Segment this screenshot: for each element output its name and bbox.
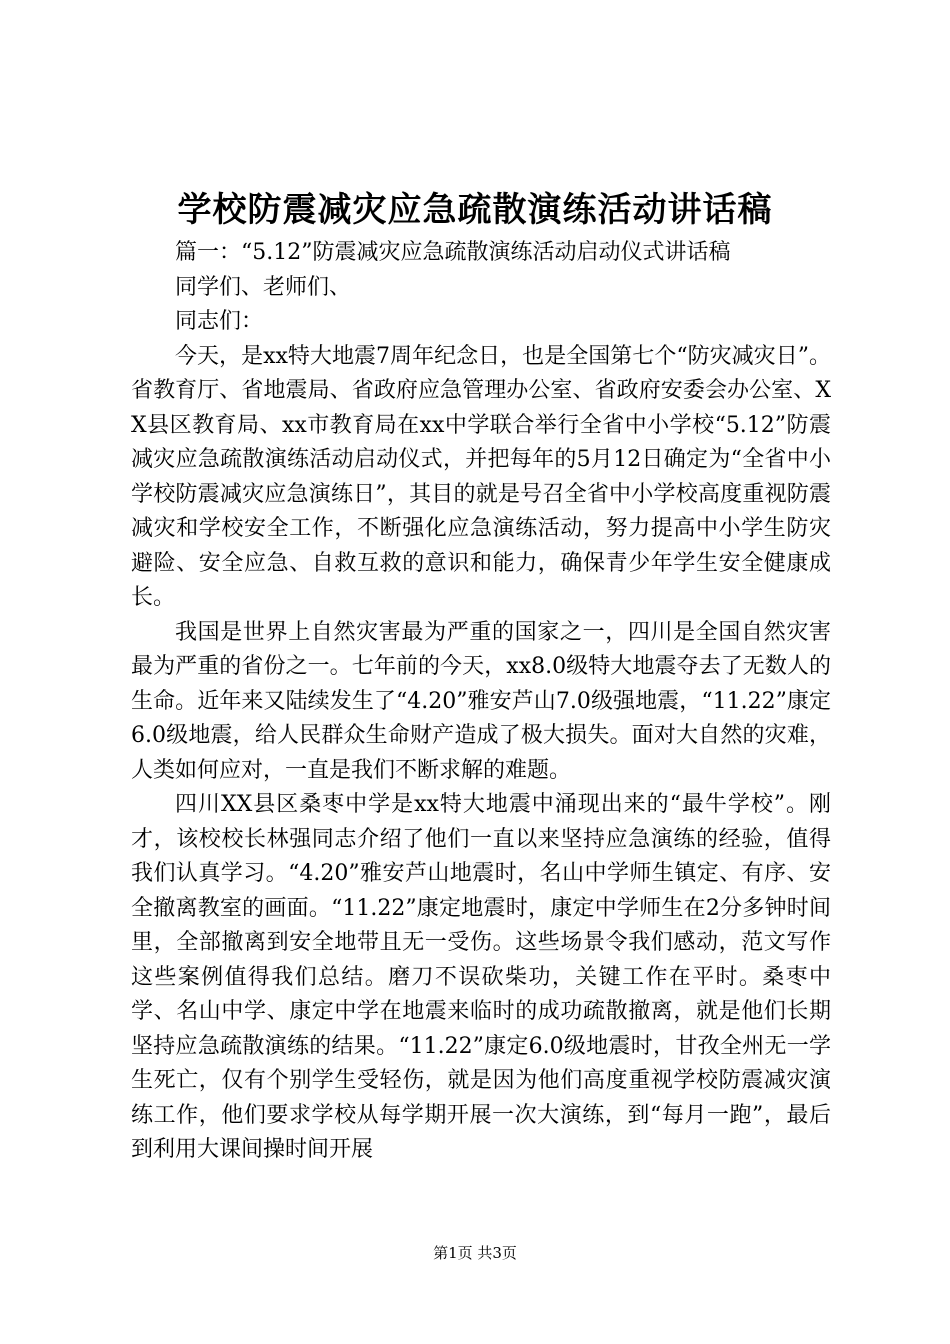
- document-title: 学校防震减灾应急疏散演练活动讲话稿: [177, 190, 773, 230]
- document-body: [131, 236, 831, 1168]
- paragraph-body-1: 今天，是xx特大地震7周年纪念日，也是全国第七个“防灾减灾日”。省教育厅、省地震局、省政府应急管理办公室、省政府安委会办公室、XX县区教育局、xx市教育局在xx中学联合举行全省中小学校“5.12”防震减灾应急疏散演练活动启动仪式，并把每年的5月12日确定为“全省中小学校防震减灾应急演练日”，其目的就是号召全省中小学校高度重视防震减灾和学校安全工作，不断强化应急演练活动，努力提高中小学生防灾避险、安全应急、自救互救的意识和能力，确保青少年学生安全健康成长。: [131, 343, 831, 610]
- paragraph-heading: 篇一：“5.12”防震减灾应急疏散演练活动启动仪式讲话稿: [175, 240, 731, 265]
- paragraph-body-3: 四川XX县区桑枣中学是xx特大地震中涌现出来的“最牛学校”。刚才，该校校长林强同志介绍了他们一直以来坚持应急演练的经验，值得我们认真学习。“4.20”雅安芦山地震时，名山中学师生镇定、有序、安全撤离教室的画面。“11.22”康定地震时，康定中学师生在2分多钟时间里，全部撤离到安全地带且无一受伤。这些场景令我们感动，范文写作这些案例值得我们总结。磨刀不误砍柴功，关键工作在平时。桑枣中学、名山中学、康定中学在地震来临时的成功疏散撤离，就是他们长期坚持应急疏散演练的结果。“11.22”康定6.0级地震时，甘孜全州无一学生死亡，仅有个别学生受轻伤，就是因为他们高度重视学校防震减灾演练工作，他们要求学校从每学期开展一次大演练，到“每月一跑”，最后到利用大课间操时间开展: [131, 792, 831, 1162]
- paragraph-salutation-2: 同志们：: [175, 309, 264, 334]
- page-number-footer: 第1页 共3页: [433, 1244, 517, 1262]
- paragraph-salutation-1: 同学们、老师们、: [175, 274, 352, 300]
- paragraph-body-2: 我国是世界上自然灾害最为严重的国家之一，四川是全国自然灾害最为严重的省份之一。七年前的今天，xx8.0级特大地震夺去了无数人的生命。近年来又陆续发生了“4.20”雅安芦山7.0级强地震，“11.22”康定6.0级地震，给人民群众生命财产造成了极大损失。面对大自然的灾难，人类如何应对，一直是我们不断求解的难题。: [131, 619, 831, 783]
